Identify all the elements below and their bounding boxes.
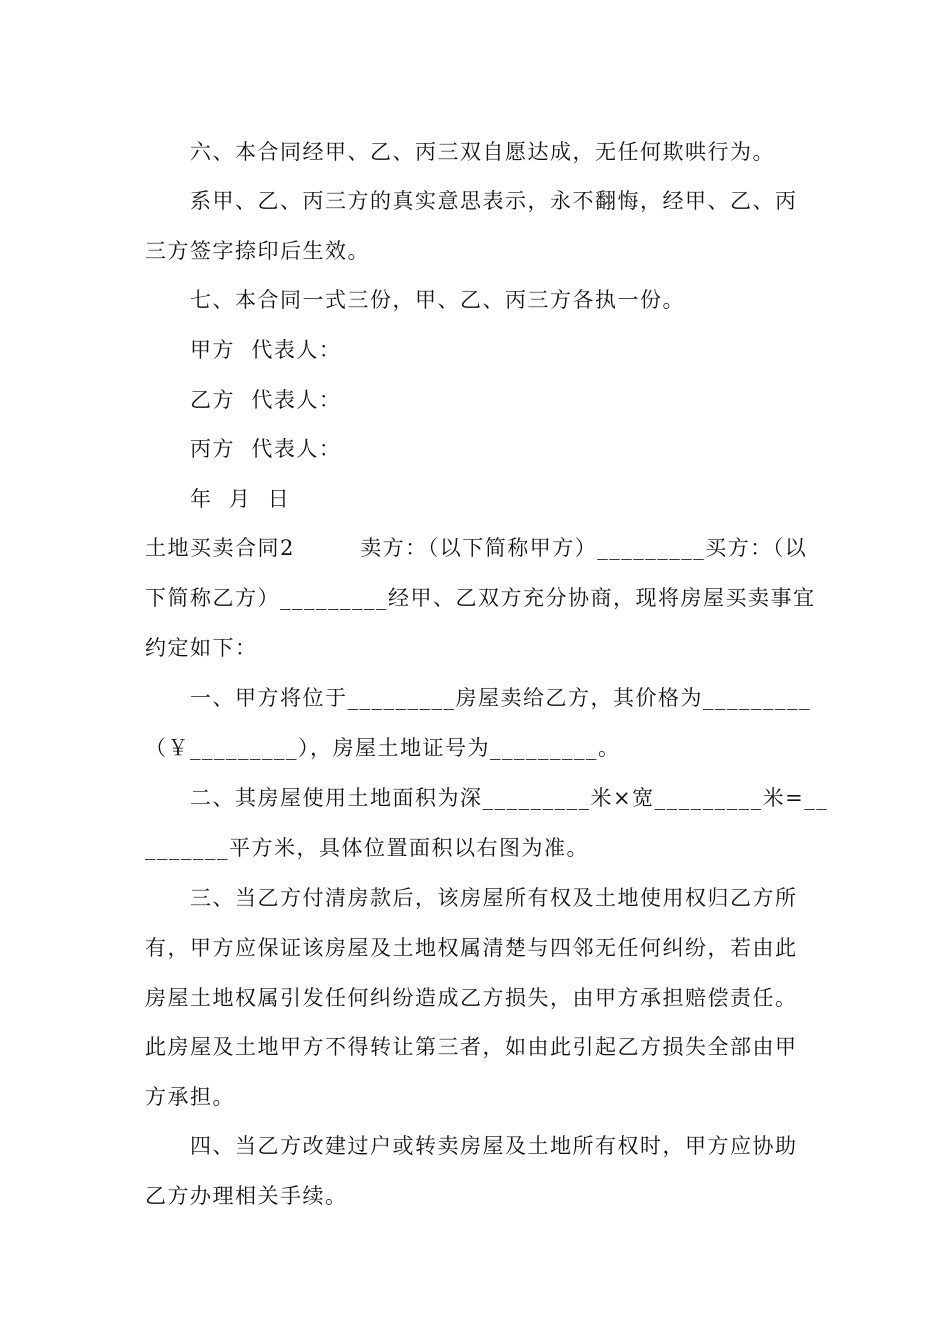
clause-1-continuation: （￥_________），房屋土地证号为_________。 (145, 736, 621, 760)
clause-4-continuation: 乙方办理相关手续。 (145, 1184, 348, 1208)
party-c-signature-line: 丙方 代表人： (190, 437, 342, 461)
contract-2-intro: 下简称乙方）_________经甲、乙双方充分协商，现将房屋买卖事宜 (145, 586, 816, 610)
contract-2-heading: 土地买卖合同2 卖方：（以下简称甲方）_________买方：（以 (145, 536, 808, 560)
contract-2-intro: 约定如下： (145, 636, 258, 660)
party-b-signature-line: 乙方 代表人： (190, 388, 342, 412)
clause-2-text: 二、其房屋使用土地面积为深_________米×宽_________米=__ (190, 786, 829, 810)
clause-3-continuation: 方承担。 (145, 1085, 235, 1109)
clause-3-continuation: 此房屋及土地甲方不得转让第三者，如由此引起乙方损失全部由甲 (145, 1035, 798, 1059)
party-a-signature-line: 甲方 代表人： (190, 338, 342, 362)
clause-6-text: 六、本合同经甲、乙、丙三双自愿达成，无任何欺哄行为。 (190, 140, 775, 164)
clause-4-text: 四、当乙方改建过户或转卖房屋及土地所有权时，甲方应协助 (190, 1134, 798, 1158)
date-line: 年 月 日 (190, 487, 291, 511)
clause-3-continuation: 房屋土地权属引发任何纠纷造成乙方损失，由甲方承担赔偿责任。 (145, 986, 798, 1010)
clause-6-continuation: 三方签字捺印后生效。 (145, 239, 370, 263)
clause-7-text: 七、本合同一式三份，甲、乙、丙三方各执一份。 (190, 288, 685, 312)
clause-3-text: 三、当乙方付清房款后，该房屋所有权及土地使用权归乙方所 (190, 886, 798, 910)
clause-1-text: 一、甲方将位于_________房屋卖给乙方，其价格为_________ (190, 686, 811, 710)
clause-2-continuation: _______平方米，具体位置面积以右图为准。 (145, 836, 589, 860)
clause-6-continuation: 系甲、乙、丙三方的真实意思表示，永不翻悔，经甲、乙、丙 (190, 189, 798, 213)
clause-3-continuation: 有，甲方应保证该房屋及土地权属清楚与四邻无任何纠纷，若由此 (145, 936, 798, 960)
